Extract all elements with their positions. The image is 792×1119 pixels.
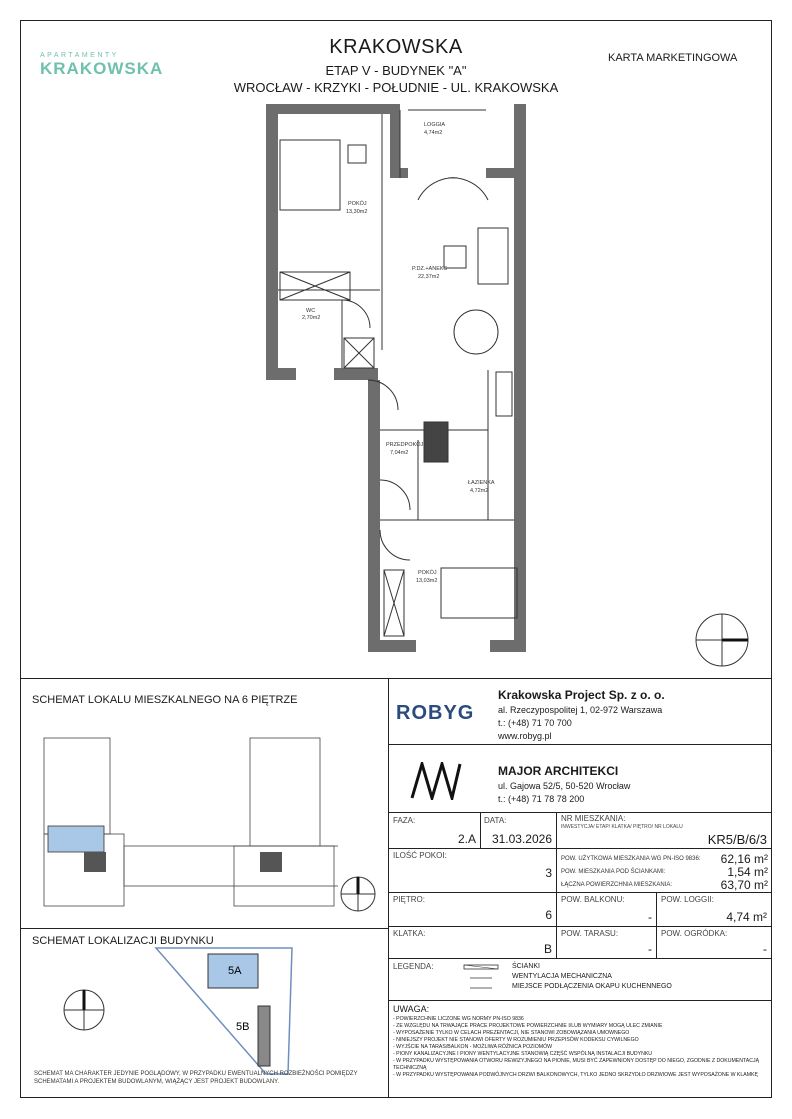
floor-value: 6 <box>545 908 552 922</box>
total-area-value: 63,70 m² <box>720 878 768 892</box>
stairwell-label: KLATKA: <box>393 929 426 938</box>
floor-label: PIĘTRO: <box>393 895 426 904</box>
architect-phone: t.: (+48) 71 78 78 200 <box>498 794 585 804</box>
loggia-value: 4,74 m² <box>726 910 767 924</box>
legend-label: LEGENDA: <box>393 962 434 971</box>
svg-text:PRZEDPOKÓJ: PRZEDPOKÓJ <box>386 442 424 448</box>
note-item: - POWIERZCHNIE LICZONE WG NORMY PN-ISO 9836 <box>393 1016 524 1022</box>
logo-top-text: APARTAMENTY <box>40 52 119 59</box>
apartment-number-label: NR MIESZKANIA: <box>561 814 626 823</box>
phase-label: FAZA: <box>393 816 416 825</box>
legend-symbols <box>462 962 502 994</box>
location-address: WROCŁAW - KRZYKI - POŁUDNIE - UL. KRAKOWSKA <box>233 80 559 95</box>
svg-text:22,37m2: 22,37m2 <box>418 274 440 280</box>
architect-name: MAJOR ARCHITEKCI <box>498 764 619 778</box>
apartment-number-value: KR5/B/6/3 <box>707 832 767 847</box>
building-scheme-title: SCHEMAT LOKALIZACJI BUDYNKU <box>32 935 214 947</box>
svg-text:4,72m2: 4,72m2 <box>470 488 489 494</box>
terrace-label: POW. TARASU: <box>561 929 619 938</box>
note-item: - W PRZYPADKU WYSTĘPOWANIA OTWORU REWIZYJNEGO NA PIONIE, MUSI BYĆ ZAPEWNIONY DOSTĘP DO NIEGO, ZGODNIE Z DOKUMENTACJĄ TECHNICZNĄ <box>393 1058 760 1071</box>
notes-label: UWAGA: <box>393 1004 430 1014</box>
svg-text:POKÓJ: POKÓJ <box>348 201 367 207</box>
loggia-label: POW. LOGGII: <box>661 895 714 904</box>
company-address: al. Rzeczypospolitej 1, 02-972 Warszawa <box>498 705 663 715</box>
partition-area-value: 1,54 m² <box>727 865 768 879</box>
robyg-logo: ROBYG <box>396 702 475 724</box>
garden-value: - <box>763 942 767 956</box>
note-item: - ZE WZGLĘDU NA TRWAJĄCE PRACE PROJEKTOWE POWIERZCHNIE I/LUB WYMIARY MOGĄ ULEC ZMIANIE <box>393 1023 663 1029</box>
svg-text:POKÓJ: POKÓJ <box>418 570 437 576</box>
legend-item-partitions: ŚCIANKI <box>512 963 541 970</box>
apartment-number-hint: INWESTYCJA/ ETAP/ KLATKA/ PIĘTRO/ NR LOKALU <box>561 824 683 830</box>
stage-building: ETAP V - BUDYNEK "A" <box>325 63 467 78</box>
floor-scheme-diagram <box>38 734 338 914</box>
date-value: 31.03.2026 <box>491 832 552 846</box>
scheme-north-arrow <box>338 874 378 914</box>
usable-area-label: POW. UŻYTKOWA MIESZKANIA WG PN-ISO 9836: <box>561 856 701 862</box>
page-title: KRAKOWSKA <box>329 36 463 58</box>
svg-text:13,30m2: 13,30m2 <box>346 209 368 215</box>
building-5b-label: 5B <box>236 1021 250 1033</box>
svg-text:ŁAZIENKA: ŁAZIENKA <box>468 480 495 486</box>
building-location-diagram <box>60 946 300 1076</box>
note-item: - PIONY KANALIZACYJNE I PIONY WENTYLACYJNE STANOWIĄ CZĘŚĆ WSPÓLNĄ INSTALACJI BUDYNKU <box>393 1051 653 1057</box>
major-architekci-logo <box>410 762 462 800</box>
logo-bottom-text: KRAKOWSKA <box>40 59 164 78</box>
total-area-label: ŁĄCZNA POWIERZCHNIA MIESZKANIA: <box>561 882 673 888</box>
company-phone: t.: (+48) 71 70 700 <box>498 718 572 728</box>
legend-item-ventilation: WENTYLACJA MECHANICZNA <box>512 973 612 980</box>
usable-area-value: 62,16 m² <box>720 852 768 866</box>
north-arrow <box>694 612 750 668</box>
disclaimer-text: SCHEMAT MA CHARAKTER JEDYNIE POGLĄDOWY, W PRZYPADKU EWENTUALNYCH ROZBIEŻNOŚCI POMIĘDZY SCHEMATAMI A PROJEKTEM BUDOWLANYM, WIĄŻĄCY JEST PROJEKT BUDOWLANY. <box>34 1071 358 1085</box>
company-website: www.robyg.pl <box>498 731 552 741</box>
building-5a-label: 5A <box>228 965 242 977</box>
svg-text:4,74m2: 4,74m2 <box>424 130 443 136</box>
floor-plan <box>258 100 548 670</box>
partition-area-label: POW. MIESZKANIA POD ŚCIANKAMI: <box>561 869 666 875</box>
note-item: - W PRZYPADKU WYSTĘPOWANIA PODWÓJNYCH DRZWI BALKONOWYCH, TYLKO JEDNO SKRZYDŁO DRZWIOWE JEST WYPOSAŻONE W KLAMKĘ <box>393 1072 758 1078</box>
rooms-label: ILOŚĆ POKOI: <box>393 851 447 860</box>
balcony-value: - <box>648 910 652 924</box>
note-item: - WYPOSAŻENIE TYLKO W CELACH PREZENTACJI, NIE STANOWI ZOBOWIĄZANIA UMOWNEGO <box>393 1030 630 1036</box>
date-label: DATA: <box>484 816 507 825</box>
balcony-label: POW. BALKONU: <box>561 895 625 904</box>
document-type: KARTA MARKETINGOWA <box>608 52 738 64</box>
garden-label: POW. OGRÓDKA: <box>661 929 728 938</box>
architect-address: ul. Gajowa 52/5, 50-520 Wrocław <box>498 781 631 791</box>
stairwell-value: B <box>543 942 552 956</box>
svg-text:2,70m2: 2,70m2 <box>302 315 321 321</box>
note-item: - NINIEJSZY PROJEKT NIE STANOWI OFERTY W ROZUMIENIU PRZEPISÓW KODEKSU CYWILNEGO <box>393 1037 639 1043</box>
legend-item-hood: MIEJSCE PODŁĄCZENIA OKAPU KUCHENNEGO <box>512 983 672 990</box>
notes-list <box>393 1016 765 1079</box>
svg-text:WC: WC <box>306 308 316 314</box>
unit-scheme-title: SCHEMAT LOKALU MIESZKALNEGO NA 6 PIĘTRZE <box>32 694 298 706</box>
svg-text:13,03m2: 13,03m2 <box>416 578 438 584</box>
phase-value: 2.A <box>457 832 476 846</box>
svg-text:P.DZ.+ANEKS: P.DZ.+ANEKS <box>412 266 448 272</box>
rooms-value: 3 <box>545 866 552 880</box>
note-item: - WYJŚCIE NA TARAS/BALKON - MOŻLIWA RÓŻNICA POZIOMÓW <box>393 1044 553 1050</box>
svg-text:LOGGIA: LOGGIA <box>424 122 446 128</box>
svg-text:7,04m2: 7,04m2 <box>390 450 409 456</box>
terrace-value: - <box>648 942 652 956</box>
company-name: Krakowska Project Sp. z o. o. <box>498 688 665 702</box>
